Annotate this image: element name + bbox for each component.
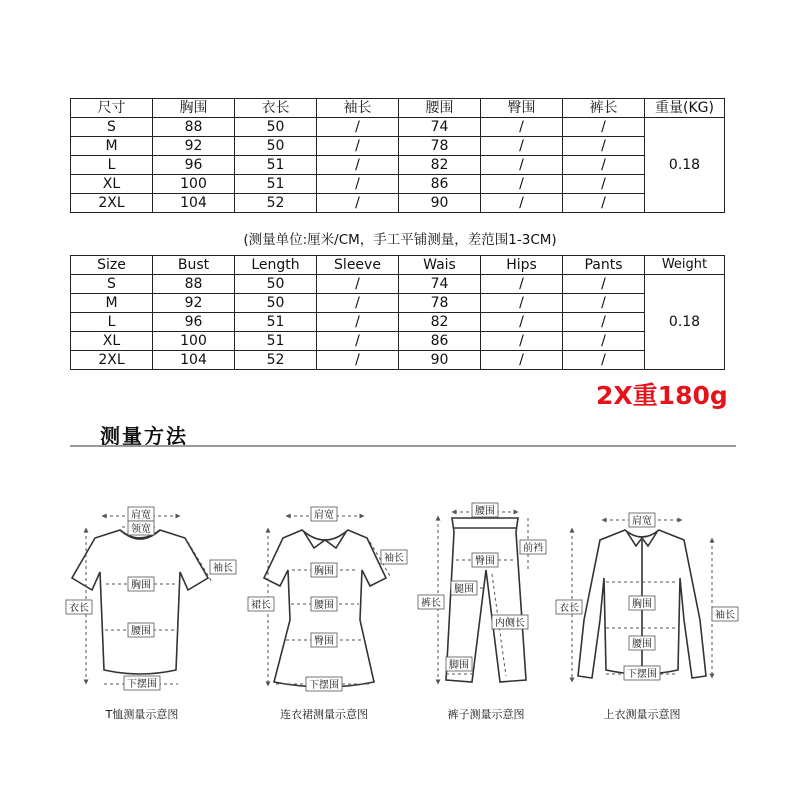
- table-row: [71, 275, 725, 294]
- table-cell: /: [481, 118, 563, 137]
- pants-legopening-label: 脚围: [449, 660, 469, 671]
- table-cell: 104: [153, 194, 235, 213]
- table-cell: 74: [399, 118, 481, 137]
- table-row: [71, 137, 725, 156]
- tshirt-collar-label: 领宽: [131, 524, 151, 535]
- table-cell: /: [317, 332, 399, 351]
- table-cell: /: [563, 156, 645, 175]
- tshirt-chest-label: 胸围: [131, 580, 151, 591]
- table-cell: 51: [235, 332, 317, 351]
- dress-length-label: 裙长: [251, 600, 271, 611]
- table-cell: 104: [153, 351, 235, 370]
- table-cell: /: [317, 294, 399, 313]
- table-row: [71, 156, 725, 175]
- shirt-sleeve-label: 袖长: [715, 610, 735, 621]
- weight-cell: 0.18: [645, 118, 725, 213]
- table-cell: 2XL: [71, 351, 153, 370]
- table-cell: 50: [235, 294, 317, 313]
- table-cell: 92: [153, 137, 235, 156]
- shirt-waist-label: 腰围: [632, 639, 652, 650]
- table-cell: 52: [235, 351, 317, 370]
- table-row: [71, 351, 725, 370]
- table-cell: 78: [399, 294, 481, 313]
- pants-thigh-label: 腿围: [454, 584, 474, 595]
- size-table-english: [70, 255, 725, 370]
- tshirt-diagram: [72, 530, 208, 674]
- table-cell: 50: [235, 137, 317, 156]
- table-cell: /: [481, 332, 563, 351]
- section-title: 测量方法: [100, 424, 188, 448]
- table-cell: /: [563, 351, 645, 370]
- table-cell: /: [317, 194, 399, 213]
- table-cell: /: [563, 175, 645, 194]
- table-cell: XL: [71, 332, 153, 351]
- header-cell: 腰围: [399, 99, 481, 118]
- table-cell: 50: [235, 275, 317, 294]
- header-cell: Length: [235, 256, 317, 275]
- table-cell: /: [563, 137, 645, 156]
- table-cell: 90: [399, 194, 481, 213]
- table-cell: L: [71, 313, 153, 332]
- header-cell: 尺寸: [71, 99, 153, 118]
- dress-sleeve-label: 袖长: [384, 553, 404, 564]
- table-cell: /: [563, 118, 645, 137]
- measurement-diagrams: [0, 470, 800, 730]
- tshirt-length-label: 衣长: [69, 603, 89, 614]
- shirt-caption: 上衣测量示意图: [603, 708, 681, 721]
- weight-highlight: 2X重180g: [596, 381, 728, 410]
- table-cell: 86: [399, 332, 481, 351]
- table-cell: /: [317, 137, 399, 156]
- header-cell: 胸围: [153, 99, 235, 118]
- pants-waist-label: 腰围: [475, 506, 495, 517]
- table-cell: /: [317, 118, 399, 137]
- table-cell: 50: [235, 118, 317, 137]
- section-divider: [70, 445, 736, 447]
- table-cell: 74: [399, 275, 481, 294]
- table-cell: /: [481, 275, 563, 294]
- table-row: [71, 313, 725, 332]
- size-table-chinese: [70, 98, 725, 213]
- measurement-note: (测量单位:厘米/CM，手工平铺测量，差范围1-3CM): [243, 232, 557, 248]
- table-cell: /: [481, 175, 563, 194]
- header-cell: Size: [71, 256, 153, 275]
- table-cell: /: [481, 294, 563, 313]
- table-row: [71, 175, 725, 194]
- table-row: [71, 194, 725, 213]
- table-header-row: [71, 99, 725, 118]
- table-cell: /: [317, 156, 399, 175]
- pants-inseam-label: 内侧长: [495, 618, 525, 629]
- header-cell: Wais: [399, 256, 481, 275]
- header-cell: 衣长: [235, 99, 317, 118]
- table-cell: S: [71, 118, 153, 137]
- tshirt-shoulder-label: 肩宽: [131, 510, 151, 521]
- table-cell: 51: [235, 175, 317, 194]
- table-cell: 88: [153, 275, 235, 294]
- table-cell: /: [481, 194, 563, 213]
- table-cell: 100: [153, 332, 235, 351]
- pants-hip-label: 臀围: [475, 556, 495, 567]
- table-cell: M: [71, 294, 153, 313]
- header-cell: Bust: [153, 256, 235, 275]
- table-cell: 86: [399, 175, 481, 194]
- dress-chest-label: 胸围: [314, 566, 334, 577]
- table-cell: /: [563, 313, 645, 332]
- table-cell: 82: [399, 313, 481, 332]
- table-cell: 92: [153, 294, 235, 313]
- dress-waist-label: 腰围: [314, 600, 334, 611]
- shirt-length-label: 衣长: [559, 603, 579, 614]
- tshirt-outline: [72, 530, 208, 674]
- table-cell: /: [563, 275, 645, 294]
- table-cell: 2XL: [71, 194, 153, 213]
- table-cell: 88: [153, 118, 235, 137]
- shirt-shoulder-label: 肩宽: [632, 516, 652, 527]
- dress-hem-label: 下摆围: [309, 680, 339, 691]
- table-cell: /: [317, 175, 399, 194]
- table-row: [71, 118, 725, 137]
- table-cell: /: [563, 294, 645, 313]
- table-row: [71, 332, 725, 351]
- table-cell: L: [71, 156, 153, 175]
- dress-shoulder-label: 肩宽: [314, 510, 334, 521]
- table-cell: 96: [153, 313, 235, 332]
- pants-rise-label: 前裆: [523, 543, 543, 554]
- table-cell: 90: [399, 351, 481, 370]
- table-cell: /: [481, 351, 563, 370]
- table-cell: 78: [399, 137, 481, 156]
- table-cell: /: [563, 194, 645, 213]
- dress-hip-label: 臀围: [314, 636, 334, 647]
- table-cell: S: [71, 275, 153, 294]
- tshirt-sleeve-line: [188, 542, 212, 582]
- table-cell: 96: [153, 156, 235, 175]
- header-cell: 重量(KG): [645, 99, 725, 118]
- shirt-chest-label: 胸围: [632, 599, 652, 610]
- weight-cell: 0.18: [645, 275, 725, 370]
- table-cell: /: [563, 332, 645, 351]
- dress-caption: 连衣裙测量示意图: [280, 708, 368, 721]
- header-cell: 袖长: [317, 99, 399, 118]
- table-cell: 51: [235, 313, 317, 332]
- table-cell: /: [481, 156, 563, 175]
- table-cell: 52: [235, 194, 317, 213]
- table-cell: /: [481, 137, 563, 156]
- table-cell: 100: [153, 175, 235, 194]
- header-cell: Sleeve: [317, 256, 399, 275]
- table-cell: /: [481, 313, 563, 332]
- table-cell: 82: [399, 156, 481, 175]
- table-row: [71, 294, 725, 313]
- header-cell: Weight: [645, 256, 725, 275]
- header-cell: 臀围: [481, 99, 563, 118]
- tshirt-hem-label: 下摆围: [127, 679, 157, 690]
- table-cell: XL: [71, 175, 153, 194]
- dress-collar: [304, 532, 346, 548]
- tshirt-waist-label: 腰围: [131, 626, 151, 637]
- header-cell: Pants: [563, 256, 645, 275]
- table-header-row: [71, 256, 725, 275]
- header-cell: Hips: [481, 256, 563, 275]
- table-cell: M: [71, 137, 153, 156]
- shirt-hem-label: 下摆围: [627, 669, 657, 680]
- pants-caption: 裤子测量示意图: [447, 708, 525, 721]
- tshirt-sleeve-label: 袖长: [213, 563, 233, 574]
- table-cell: 51: [235, 156, 317, 175]
- table-cell: /: [317, 313, 399, 332]
- table-cell: /: [317, 275, 399, 294]
- pants-length-label: 裤长: [421, 598, 441, 609]
- table-cell: /: [317, 351, 399, 370]
- tshirt-caption: T恤测量示意图: [105, 708, 179, 721]
- header-cell: 裤长: [563, 99, 645, 118]
